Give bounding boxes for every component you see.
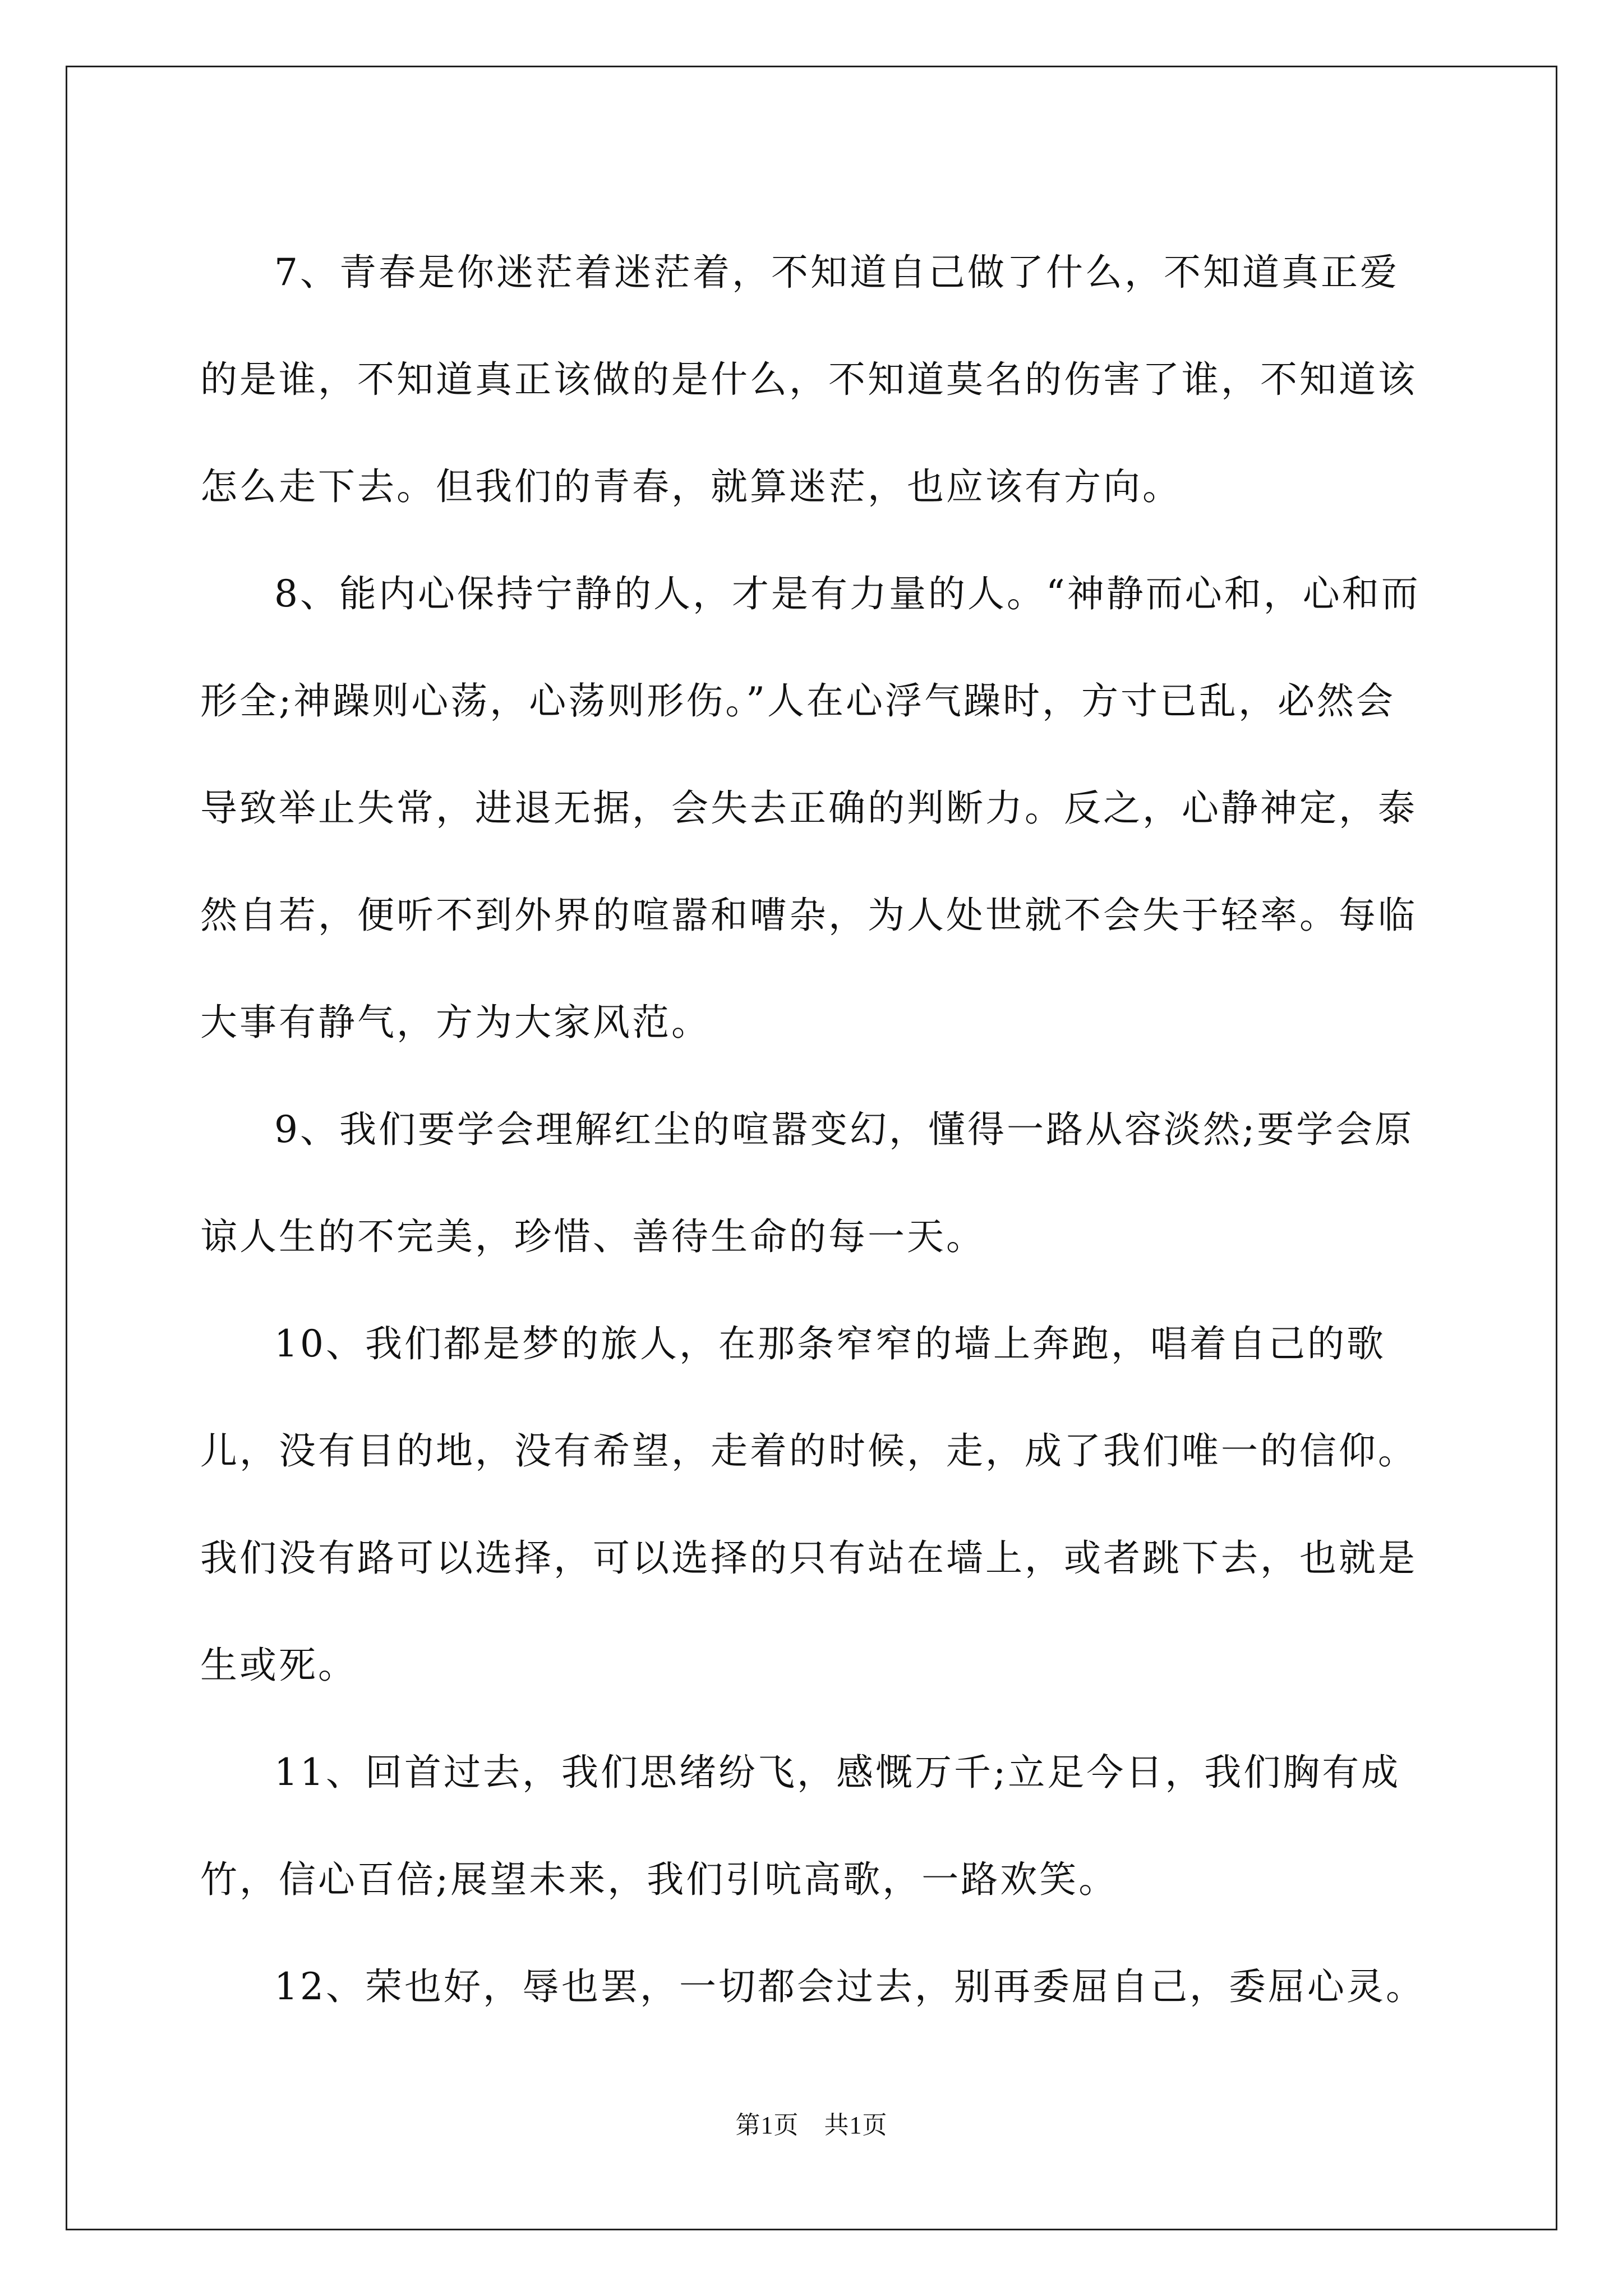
paragraph-11: 11、回首过去，我们思绪纷飞，感慨万千;立足今日，我们胸有成竹，信心百倍;展望未来，我们引吭高歌，一路欢笑。 bbox=[200, 1751, 1401, 1901]
paragraph-7: 7、青春是你迷茫着迷茫着，不知道自己做了什么，不知道真正爱的是谁，不知道真正该做的是什么，不知道莫名的伤害了谁，不知道该怎么走下去。但我们的青春，就算迷茫，也应该有方向。 bbox=[200, 251, 1417, 508]
paragraph-12: 12、荣也好，辱也罢，一切都会过去，别再委屈自己，委屈心灵。 bbox=[274, 1965, 1425, 2008]
paragraph-10: 10、我们都是梦的旅人，在那条窄窄的墙上奔跑，唱着自己的歌儿，没有目的地，没有希望，走着的时候，走，成了我们唯一的信仰。我们没有路可以选择，可以选择的只有站在墙上，或者跳下去，也就是生或死。 bbox=[200, 1322, 1417, 1687]
paragraph-9: 9、我们要学会理解红尘的喧嚣变幻，懂得一路从容淡然;要学会原谅人生的不完美，珍惜、善待生命的每一天。 bbox=[200, 1108, 1414, 1258]
paragraph-8: 8、能内心保持宁静的人，才是有力量的人。“神静而心和，心和而形全;神躁则心荡，心荡则形伤。”人在心浮气躁时，方寸已乱，必然会导致举止失常，进退无据，会失去正确的判断力。反之，心静神定，泰然自若，便听不到外界的喧嚣和嘈杂，为人处世就不会失于轻率。每临大事有静气，方为大家风范。 bbox=[200, 572, 1421, 1044]
document-body bbox=[200, 219, 1434, 2040]
page-number-footer: 第1页 共1页 bbox=[735, 2111, 888, 2139]
